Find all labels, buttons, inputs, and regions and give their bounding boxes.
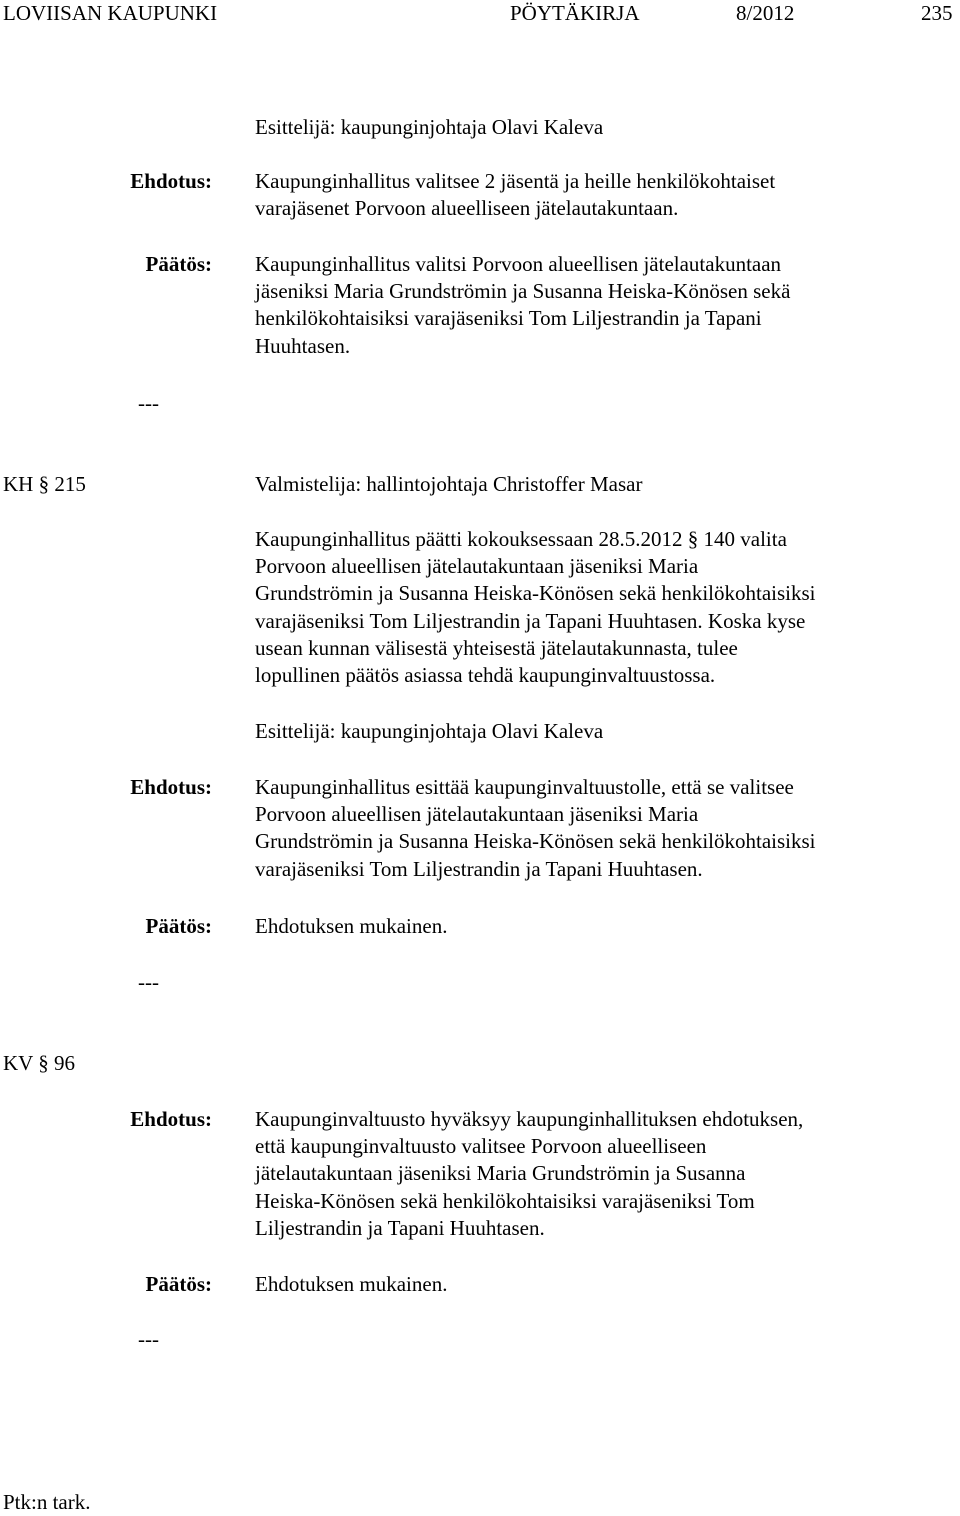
- text-line: varajäseniksi Tom Liljestrandin ja Tapani Huuhtasen. Koska kyse: [255, 608, 806, 633]
- text-line: Grundströmin ja Susanna Heiska-Könösen sekä henkilökohtaisiksi: [255, 829, 816, 854]
- text-line: henkilökohtaisiksi varajäseniksi Tom Liljestrandin ja Tapani: [255, 306, 762, 331]
- text-line: Kaupunginhallitus päätti kokouksessaan 28.5.2012 § 140 valita: [255, 527, 787, 551]
- text-line: Porvoon alueellisen jätelautakuntaan jäseniksi Maria: [255, 554, 699, 579]
- text-line: usean kunnan välisestä yhteisestä jätelautakunnasta, tulee: [255, 635, 738, 660]
- text-line: Huuhtasen.: [255, 333, 351, 358]
- text-line: Kaupunginhallitus valitsi Porvoon alueellisen jätelautakuntaan: [255, 252, 782, 276]
- top-decision-text: [255, 251, 790, 360]
- section-separator: ---: [138, 970, 159, 994]
- kv-section-ref: KV § 96: [3, 1051, 75, 1075]
- text-line: Kaupunginhallitus esittää kaupunginvaltuustolle, että se valitsee: [255, 775, 794, 799]
- kh-body-text: [255, 526, 816, 689]
- text-line: Porvoon alueellisen jätelautakuntaan jäseniksi Maria: [255, 802, 699, 827]
- section-separator: ---: [138, 391, 159, 415]
- kh-decision-label: Päätös:: [145, 914, 212, 938]
- section-separator: ---: [138, 1327, 159, 1351]
- text-line: jätelautakuntaan jäseniksi Maria Grundströmin ja Susanna: [255, 1161, 746, 1186]
- kh-presenter: Esittelijä: kaupunginjohtaja Olavi Kaleva: [255, 719, 604, 743]
- header-org: LOVIISAN KAUPUNKI: [3, 1, 218, 25]
- footer-note: Ptk:n tark.: [3, 1490, 91, 1514]
- header-number: 8/2012: [736, 1, 795, 25]
- text-line: Kaupunginhallitus valitsee 2 jäsentä ja heille henkilökohtaiset: [255, 169, 776, 193]
- top-presenter: Esittelijä: kaupunginjohtaja Olavi Kaleva: [255, 115, 604, 139]
- top-proposal-label: Ehdotus:: [130, 169, 212, 193]
- text-line: varajäsenet Porvoon alueelliseen jätelautakuntaan.: [255, 196, 679, 221]
- kv-proposal-label: Ehdotus:: [130, 1107, 212, 1131]
- kh-decision-text: Ehdotuksen mukainen.: [255, 914, 448, 938]
- text-line: Grundströmin ja Susanna Heiska-Könösen sekä henkilökohtaisiksi: [255, 581, 816, 606]
- header-doc-type: PÖYTÄKIRJA: [510, 1, 640, 25]
- text-line: varajäseniksi Tom Liljestrandin ja Tapani Huuhtasen.: [255, 856, 703, 881]
- text-line: Heiska-Könösen sekä henkilökohtaisiksi varajäseniksi Tom: [255, 1188, 755, 1213]
- kh-proposal-label: Ehdotus:: [130, 775, 212, 799]
- kv-decision-label: Päätös:: [145, 1272, 212, 1296]
- kh-preparer: Valmistelija: hallintojohtaja Christoffer Masar: [255, 472, 643, 496]
- kh-section-ref: KH § 215: [3, 472, 86, 496]
- text-line: Kaupunginvaltuusto hyväksyy kaupunginhallituksen ehdotuksen,: [255, 1107, 804, 1131]
- text-line: jäseniksi Maria Grundströmin ja Susanna Heiska-Könösen sekä: [255, 279, 791, 304]
- kh-proposal-text: [255, 774, 816, 883]
- top-proposal-text: [255, 168, 775, 222]
- header-page-number: 235: [921, 1, 953, 25]
- kv-proposal-text: [255, 1106, 803, 1242]
- text-line: lopullinen päätös asiassa tehdä kaupunginvaltuustossa.: [255, 663, 716, 688]
- kv-decision-text: Ehdotuksen mukainen.: [255, 1272, 448, 1296]
- top-decision-label: Päätös:: [145, 252, 212, 276]
- text-line: että kaupunginvaltuusto valitsee Porvoon alueelliseen: [255, 1134, 707, 1159]
- text-line: Liljestrandin ja Tapani Huuhtasen.: [255, 1215, 545, 1240]
